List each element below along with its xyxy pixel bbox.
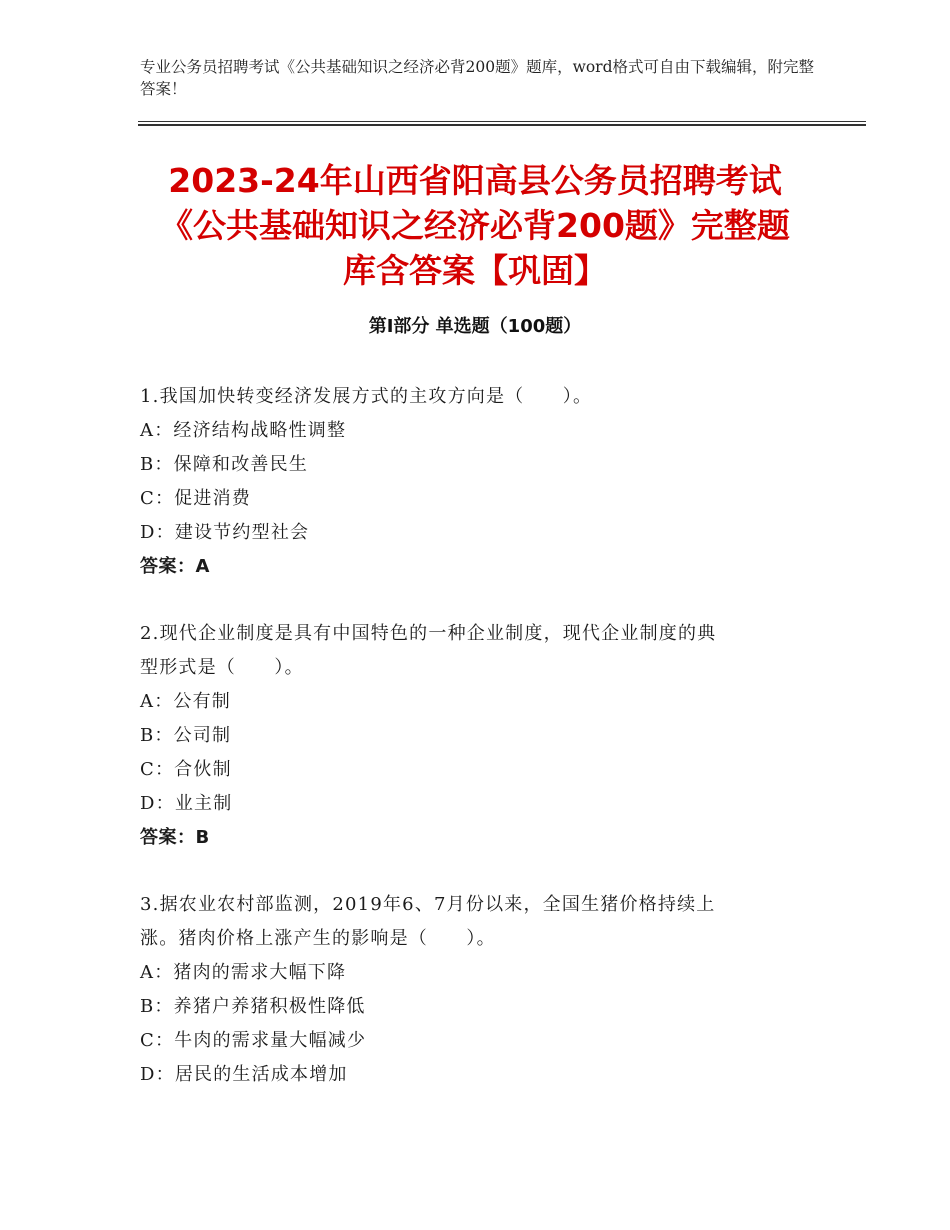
title-line-2: 《公共基础知识之经济必背200题》完整题	[160, 206, 790, 245]
header-rule-thin	[138, 121, 866, 122]
option-b: B：公司制	[140, 725, 232, 746]
question-text-cont: 涨。猪肉价格上涨产生的影响是（ ）。	[140, 928, 496, 949]
option-a: A：经济结构战略性调整	[140, 420, 347, 441]
header-note: 专业公务员招聘考试《公共基础知识之经济必背200题》题库，word格式可自由下载编辑，附完整答案！	[140, 58, 815, 98]
option-c: C：合伙制	[140, 759, 232, 780]
header-rule-thick	[138, 124, 866, 126]
option-b: B：保障和改善民生	[140, 454, 309, 475]
option-d: D：业主制	[140, 793, 233, 814]
option-c: C：牛肉的需求量大幅减少	[140, 1030, 367, 1051]
title-line-3: 库含答案【巩固】	[343, 251, 607, 290]
option-d: D：建设节约型社会	[140, 522, 310, 543]
question-2	[140, 617, 800, 855]
question-text: 1.我国加快转变经济发展方式的主攻方向是（ ）。	[140, 386, 593, 407]
answer: 答案：A	[140, 556, 210, 577]
question-text: 3.据农业农村部监测，2019年6、7月份以来，全国生猪价格持续上	[140, 894, 716, 915]
question-list	[140, 380, 800, 1125]
document-title	[138, 158, 812, 293]
option-c: C：促进消费	[140, 488, 251, 509]
section-heading: 第Ⅰ部分 单选题（100题）	[368, 316, 582, 337]
option-a: A：公有制	[140, 691, 231, 712]
option-d: D：居民的生活成本增加	[140, 1064, 348, 1085]
question-1	[140, 380, 800, 584]
answer: 答案：B	[140, 827, 210, 848]
title-line-1: 2023-24年山西省阳高县公务员招聘考试	[168, 161, 782, 200]
question-text: 2.现代企业制度是具有中国特色的一种企业制度，现代企业制度的典	[140, 623, 717, 644]
option-a: A：猪肉的需求大幅下降	[140, 962, 347, 983]
question-text-cont: 型形式是（ ）。	[140, 657, 304, 678]
question-3	[140, 888, 800, 1092]
option-b: B：养猪户养猪积极性降低	[140, 996, 366, 1017]
